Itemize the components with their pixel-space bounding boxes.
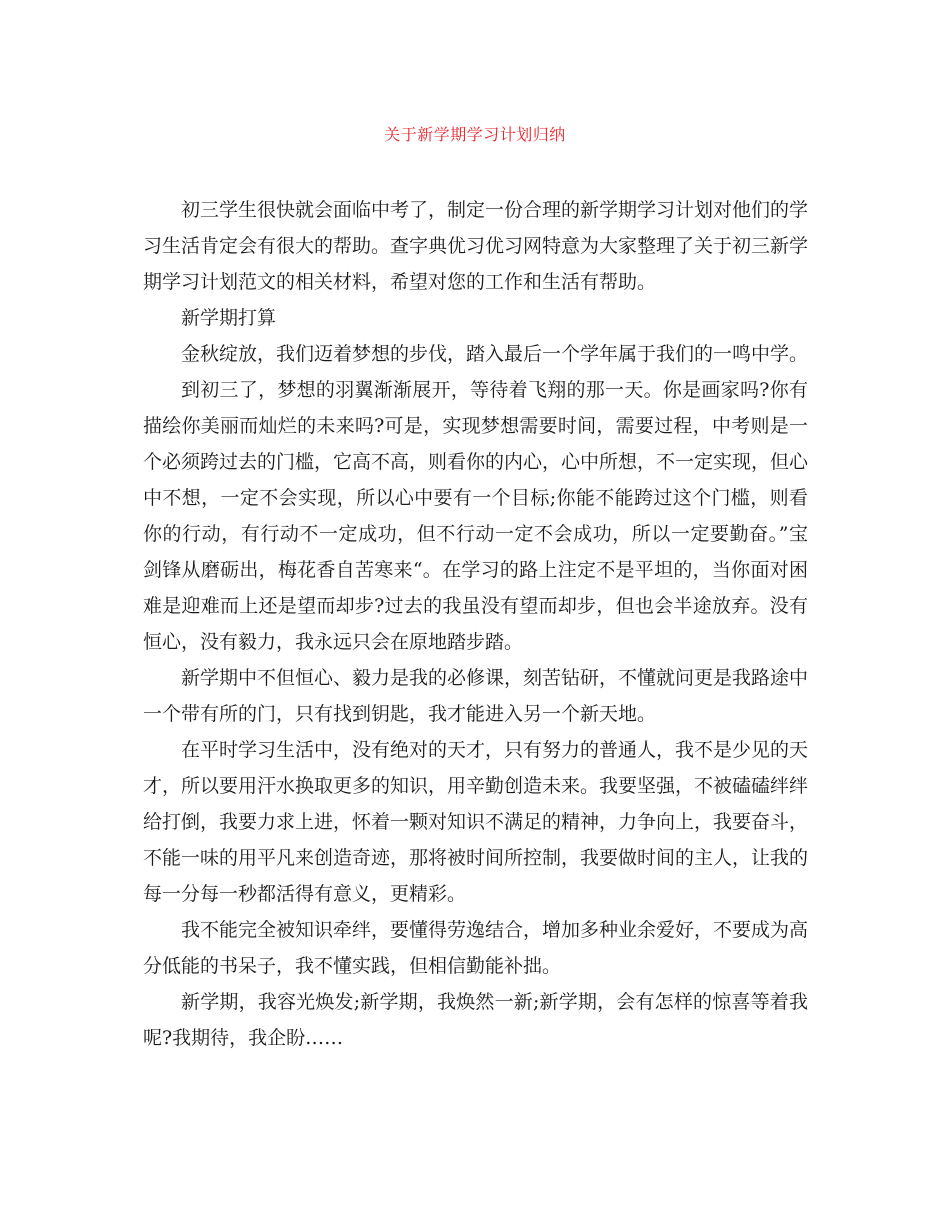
document-body (143, 192, 808, 1056)
paragraph: 到初三了，梦想的羽翼渐渐展开，等待着飞翔的那一天。你是画家吗?你有描绘你美丽而灿烂的未来吗?可是，实现梦想需要时间，需要过程，中考则是一个必须跨过去的门槛，它高不高，则看你的内心，心中所想，不一定实现，但心中不想，一定不会实现，所以心中要有一个目标;你能不能跨过这个门槛，则看你的行动，有行动不一定成功，但不行动一定不会成功，所以一定要勤奋。”宝剑锋从磨砺出，梅花香自苦寒来“。在学习的路上注定不是平坦的，当你面对困难是迎难而上还是望而却步?过去的我虽没有望而却步，但也会半途放弃。没有恒心，没有毅力，我永远只会在原地踏步踏。 (143, 379, 809, 653)
paragraph: 金秋绽放，我们迈着梦想的步伐，踏入最后一个学年属于我们的一鸣中学。 (181, 343, 809, 365)
document-title: 关于新学期学习计划归纳 (384, 125, 566, 144)
paragraph: 我不能完全被知识牵绊，要懂得劳逸结合，增加多种业余爱好，不要成为高分低能的书呆子，我不懂实践，但相信勤能补拙。 (143, 919, 809, 977)
paragraph-intro: 初三学生很快就会面临中考了，制定一份合理的新学期学习计划对他们的学习生活肯定会有很大的帮助。查字典优习优习网特意为大家整理了关于初三新学期学习计划范文的相关材料，希望对您的工作和生活有帮助。 (143, 199, 809, 293)
paragraph: 新学期中不但恒心、毅力是我的必修课，刻苦钻研，不懂就问更是我路途中一个带有所的门，只有找到钥匙，我才能进入另一个新天地。 (143, 667, 809, 725)
paragraph: 新学期，我容光焕发;新学期，我焕然一新;新学期，会有怎样的惊喜等着我呢?我期待，我企盼…… (143, 991, 808, 1049)
paragraph-heading: 新学期打算 (181, 307, 277, 329)
paragraph: 在平时学习生活中，没有绝对的天才，只有努力的普通人，我不是少见的天才，所以要用汗水换取更多的知识，用辛勤创造未来。我要坚强，不被磕磕绊绊给打倒，我要力求上进，怀着一颗对知识不满足的精神，力争向上，我要奋斗，不能一味的用平凡来创造奇迹，那将被时间所控制，我要做时间的主人，让我的每一分每一秒都活得有意义，更精彩。 (143, 739, 809, 905)
